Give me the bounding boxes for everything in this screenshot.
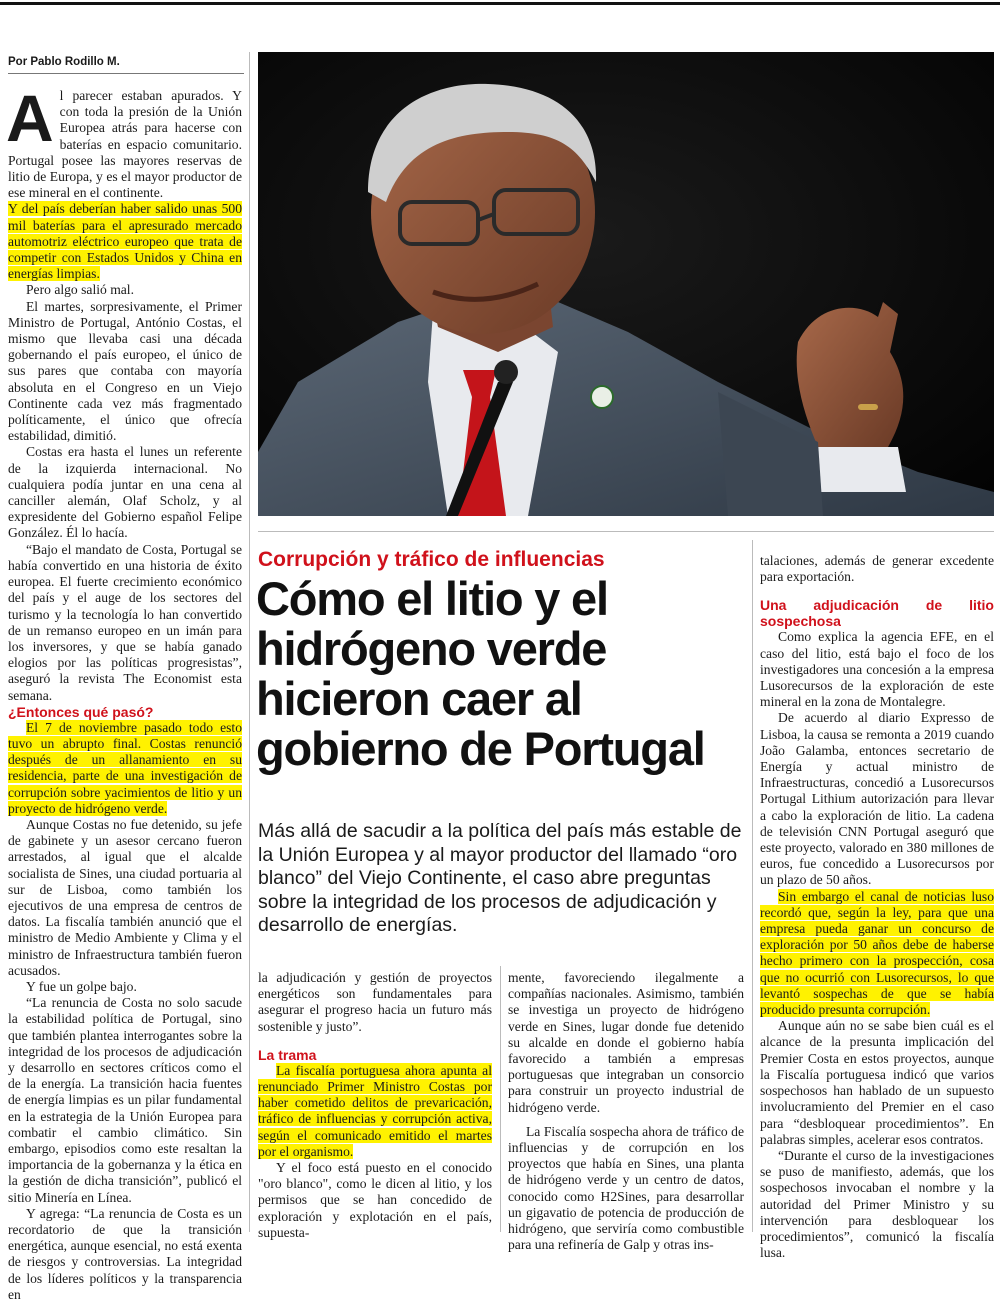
paragraph: Costas era hasta el lunes un referente de la izquierda internacional. No cualquiera podía juntar en una cena al canciller alemán, Olaf Scholz, y al expresidente del Gobierno español Felipe González. Él lo hacía. bbox=[8, 444, 242, 541]
article-column-3 bbox=[508, 970, 744, 1253]
paragraph: talaciones, además de generar excedente para exportación. bbox=[760, 553, 994, 585]
column-divider bbox=[500, 966, 501, 1232]
drop-cap: A bbox=[6, 81, 54, 155]
byline: Por Pablo Rodillo M. bbox=[8, 56, 120, 68]
politician-portrait-image bbox=[258, 52, 994, 516]
paragraph: Aunque aún no se sabe bien cuál es el alcance de la presunta implicación del Premier Costa en estos proyectos, aunque la Fiscalía portuguesa indicó que varios sospechosos han hablado de un supuesto involucramiento del Premier en el caso para “desbloquear procedimientos”. En palabras simples, acelerar esos contratos. bbox=[760, 1018, 994, 1147]
paragraph: Al parecer estaban apurados. Y con toda la presión de la Unión Europea atrás para hacerse con baterías en espacio comunitario. Portugal posee las mayores reservas de litio de Europa, y es el mayor productor de ese mineral en el continente. bbox=[6, 81, 242, 201]
article-column-1 bbox=[6, 81, 242, 1303]
top-rule bbox=[0, 2, 1000, 5]
deck-summary: Más allá de sacudir a la política del país más estable de la Unión Europea y al mayor productor del llamado “oro blanco” del Viejo Continente, el caso abre preguntas sobre la integridad de los procesos de adjudicación y desarrollo de energías. bbox=[258, 820, 742, 936]
paragraph: “La renuncia de Costa no solo sacude la estabilidad política de Portugal, sino que también plantea interrogantes sobre la integridad de los procesos de adjudicación y desarrollo en sectores críticos como el de la energía. La transición hacia fuentes de energía limpias es un pilar fundamental en la estrategia de la Unión Europea para combatir el cambio climático. Sin embargo, episodios como este resaltan la importancia de la gobernanza y la ética en la gestión de dicha transición”, publicó el sitio Minería en Línea. bbox=[8, 995, 242, 1205]
column-divider bbox=[752, 540, 753, 1232]
paragraph-highlighted: La fiscalía portuguesa ahora apunta al renunciado Primer Ministro Costas por haber cometido delitos de prevaricación, tráfico de influencias y corrupción activa, según el comunicado emitido el martes por el organismo. bbox=[258, 1062, 492, 1159]
paragraph: Pero algo salió mal. bbox=[26, 282, 134, 298]
paragraph: Como explica la agencia EFE, en el caso del litio, está bajo el foco de los investigadores una concesión a la empresa Lusorecursos de la exploración de este mineral en la zona de Montalegre. bbox=[760, 629, 994, 710]
byline-rule bbox=[8, 73, 244, 74]
paragraph-highlighted: El 7 de noviembre pasado todo esto tuvo un abrupto final. Costas renunció después de un allanamiento en su residencia, parte de una investigación de corrupción sobre yacimientos de litio y un proyecto de hidrógeno verde. bbox=[8, 719, 242, 816]
paragraph-highlighted: Y del país deberían haber salido unas 500 mil baterías para el apresurado mercado automotriz eléctrico europeo que trata de competir con Estados Unidos y China en energías limpias. bbox=[8, 201, 242, 282]
subheading: Una adjudicación de litio sospechosa bbox=[760, 597, 994, 630]
paragraph: Y el foco está puesto en el conocido "oro blanco", como le dicen al litio, y los permisos que se han concedido de exploración y explotación en el país, supuesta- bbox=[258, 1160, 492, 1240]
headline: Cómo el litio y el hidrógeno verde hicieron caer al gobierno de Portugal bbox=[256, 572, 705, 775]
subheading: La trama bbox=[258, 1046, 317, 1063]
subheading: ¿Entonces qué pasó? bbox=[8, 703, 154, 720]
paragraph: “Bajo el mandato de Costa, Portugal se había convertido en una historia de éxito europea. El fuerte crecimiento económico del país y el auge de los sectores del turismo y la tecnología lo han convertido de un remanso europeo en un imán para los inversores, y que se había ganado elogios por las políticas progresistas”, aseguró la revista The Economist esta semana. bbox=[8, 541, 242, 703]
paragraph: El martes, sorpresivamente, el Primer Ministro de Portugal, António Costas, el mismo que llevaba casi una década gobernando el país europeo, el único de sus pares que contaba con mayoría absoluta en el Congreso en un Viejo Continente cada vez más fragmentado políticamente, el único que ofrecía estabilidad, dimitió. bbox=[8, 298, 242, 444]
article-column-2 bbox=[258, 970, 492, 1241]
paragraph: La Fiscalía sospecha ahora de tráfico de influencias y de corrupción en los proyectos que había en Sines, una planta de hidrógeno verde y un centro de datos, conocido como H2Sines, para desarrollar un gigavatio de potencia de producción de hidrógeno, que serviría como combustible para una refinería de Galp y otras ins- bbox=[508, 1123, 744, 1253]
kicker: Corrupción y tráfico de influencias bbox=[258, 548, 605, 571]
photo-bottom-rule bbox=[258, 531, 994, 532]
paragraph: “Durante el curso de la investigaciones se puso de manifiesto, además, que los sospechosos invocaban el nombre y la autoridad del Primer Ministro y su intervención para desbloquear los procedimientos”, comunicó la fiscalía lusa. bbox=[760, 1147, 994, 1261]
paragraph: mente, favoreciendo ilegalmente a compañías nacionales. Asimismo, también se investiga un proyecto de hidrógeno verde en Sines, lugar donde fue detenido su alcalde en donde el gobierno había favorecido a también a empresas portuguesas que integraban un consorcio para construir un proyecto industrial de hidrógeno verde. bbox=[508, 970, 744, 1115]
paragraph-highlighted: Sin embargo el canal de noticias luso recordó que, según la ley, para que una empresa pueda ganar un concurso de exploración por 50 años debe de haberse hecho primero con la prospección, cosa que no ocurrió con Lusorecursos, lo que levantó sospechas de que se había producido presunta corrupción. bbox=[760, 888, 994, 1018]
news-photo bbox=[258, 52, 994, 516]
paragraph: De acuerdo al diario Expresso de Lisboa, la causa se remonta a 2019 cuando João Galamba, entonces secretario de Energía y actual ministro de Infraestructuras, concedió a Lusorecursos Portugal Lithium autorización para llevar a cabo la exploración de litio. La cadena de televisión CNN Portugal aseguró que este proyecto, valorado en 380 millones de euros, fue concedido a Lusorecursos por un plazo de 50 años. bbox=[760, 710, 994, 888]
paragraph: Aunque Costas no fue detenido, su jefe de gabinete y un asesor cercano fueron arrestados, al igual que el alcalde socialista de Sines, una ciudad portuaria al sur de Lisboa, como también los ejecutivos de una empresa de centros de datos. La fiscalía también anunció que el ministro de Medio Ambiente y Clima y el ministro de Infraestructura también fueron acusados. bbox=[8, 816, 242, 978]
paragraph: Y agrega: “La renuncia de Costa es un recordatorio de que la transición energética, aunque esencial, no está exenta de riesgos y controversias. La integridad de los líderes políticos y la transparencia en bbox=[8, 1205, 242, 1302]
paragraph: la adjudicación y gestión de proyectos energéticos son fundamentales para asegurar el progreso hacia un futuro más sostenible y justo”. bbox=[258, 970, 492, 1034]
article-column-4 bbox=[760, 553, 994, 1261]
column-divider bbox=[249, 52, 250, 1232]
paragraph: Y fue un golpe bajo. bbox=[26, 978, 137, 994]
